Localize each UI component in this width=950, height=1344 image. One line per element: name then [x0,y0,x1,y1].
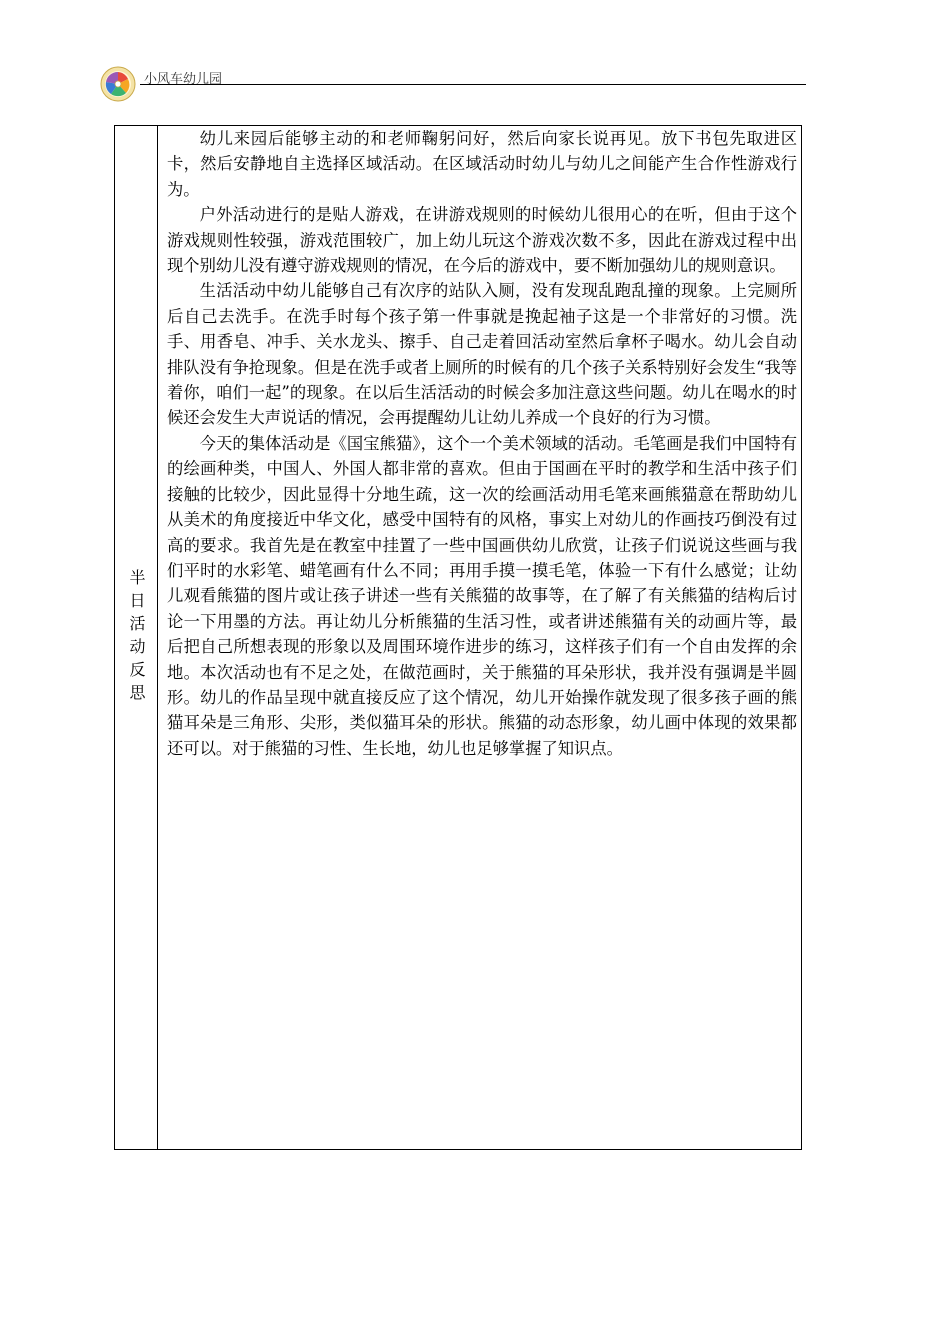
header-divider [140,84,806,85]
paragraph-group-activity: 今天的集体活动是《国宝熊猫》，这个一个美术领域的活动。毛笔画是我们中国特有的绘画种类，中国人、外国人都非常的喜欢。但由于国画在平时的教学和生活中孩子们接触的比较少，因此显得十分地生疏，这一次的绘画活动用毛笔来画熊猫意在帮助幼儿从美术的角度接近中华文化，感受中国特有的风格，事实上对幼儿的作画技巧倒没有过高的要求。我首先是在教室中挂置了一些中国画供幼儿欣赏，让孩子们说说这些画与我们平时的水彩笔、蜡笔画有什么不同；再用手摸一摸毛笔，体验一下有什么感觉；让幼儿观看熊猫的图片或让孩子讲述一些有关熊猫的故事等，在了解了有关熊猫的结构后讨论一下用墨的方法。再让幼儿分析熊猫的生活习性，或者讲述熊猫有关的动画片等，最后把自己所想表现的形象以及周围环境作进步的练习，这样孩子们有一个自由发挥的余地。本次活动也有不足之处，在做范画时，关于熊猫的耳朵形状，我并没有强调是半圆形。幼儿的作品呈现中就直接反应了这个情况，幼儿开始操作就发现了很多孩子画的熊猫耳朵是三角形、尖形，类似猫耳朵的形状。熊猫的动态形象，幼儿画中体现的效果都还可以。对于熊猫的习性、生长地，幼儿也足够掌握了知识点。 [167,433,797,758]
reflection-table [114,125,802,1150]
reflection-content [167,126,797,761]
paragraph-arrival: 幼儿来园后能够主动的和老师鞠躬问好，然后向家长说再见。放下书包先取进区卡，然后安静地自主选择区域活动。在区域活动时幼儿与幼儿之间能产生合作性游戏行为。 [167,129,797,199]
row-label-cell [115,126,158,1149]
kindergarten-logo-icon [100,66,136,102]
paragraph-outdoor: 户外活动进行的是贴人游戏，在讲游戏规则的时候幼儿很用心的在听，但由于这个游戏规则性较强，游戏范围较广，加上幼儿玩这个游戏次数不多，因此在游戏过程中出现个别幼儿没有遵守游戏规则的情况，在今后的游戏中，要不断加强幼儿的规则意识。 [167,205,797,276]
row-label: 半日活动反思 [127,568,146,707]
paragraph-daily-life: 生活活动中幼儿能够自己有次序的站队入厕，没有发现乱跑乱撞的现象。上完厕所后自己去洗手。在洗手时每个孩子第一件事就是挽起袖子这是一个非常好的习惯。洗手、用香皂、冲手、关水龙头、擦手、自己走着回活动室然后拿杯子喝水。幼儿会自动排队没有争抢现象。但是在洗手或者上厕所的时候有的几个孩子关系特别好会发生“我等着你，咱们一起”的现象。在以后生活活动的时候会多加注意这些问题。幼儿在喝水的时候还会发生大声说话的情况，会再提醒幼儿让幼儿养成一个良好的行为习惯。 [167,281,797,428]
kindergarten-name: 小风车幼儿园 [144,72,223,87]
page-header [100,60,806,104]
